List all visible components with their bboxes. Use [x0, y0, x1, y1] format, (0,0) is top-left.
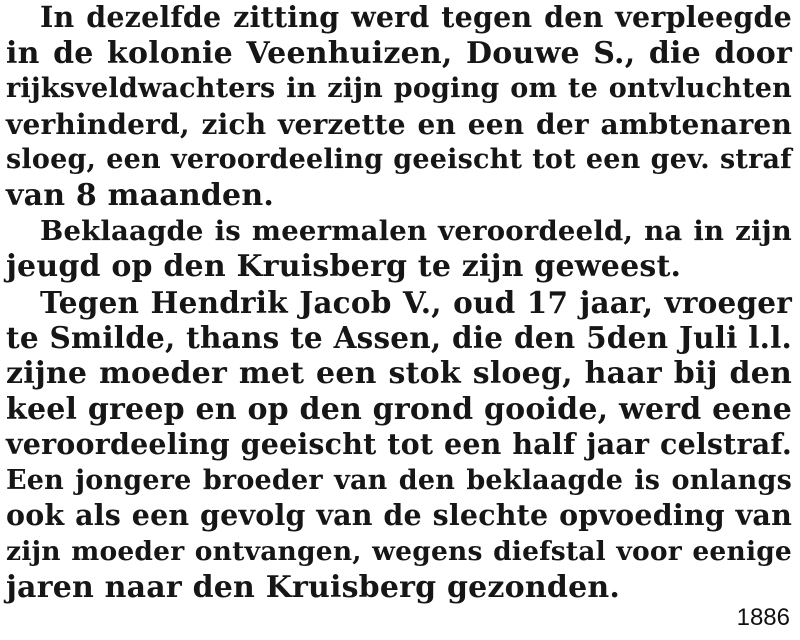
article-line: zijne moeder met een stok sloeg, haar bij den — [6, 355, 792, 391]
article-line: Een jongere broeder van den beklaagde is onlangs — [6, 464, 792, 496]
article-line: jaren naar den Kruisberg gezonden. — [6, 569, 621, 605]
year-label: 1886 — [736, 604, 790, 631]
article-line: sloeg, een veroordeeling geeischt tot een gev. straf — [6, 144, 792, 176]
article-line: Tegen Hendrik Jacob V., oud 17 jaar, vroeger — [40, 284, 792, 320]
article-text — [6, 0, 792, 605]
article-line: jeugd op den Kruisberg te zijn geweest. — [6, 249, 682, 285]
article-line: rijksveldwachters in zijn poging om te ontvluchten — [6, 73, 792, 105]
article-line: verhinderd, zich verzette en een der ambtenaren — [6, 107, 792, 141]
article-line: In dezelfde zitting werd tegen den verpleegde — [40, 0, 792, 34]
article-line: keel greep en op den grond gooide, werd eene — [6, 391, 792, 427]
article-line: van 8 maanden. — [6, 177, 274, 213]
article-line: in de kolonie Veenhuizen, Douwe S., die door — [6, 35, 792, 71]
article-line: ook als een gevolg van de slechte opvoeding van — [6, 498, 792, 533]
article-line: te Smilde, thans te Assen, die den 5den Juli l.l. — [6, 320, 792, 356]
article-line: zijn moeder ontvangen, wegens diefstal voor eenige — [6, 535, 792, 567]
article-line: Beklaagde is meermalen veroordeeld, na in zijn — [40, 214, 792, 247]
article-line: veroordeeling geeischt tot een half jaar celstraf. — [6, 427, 792, 462]
